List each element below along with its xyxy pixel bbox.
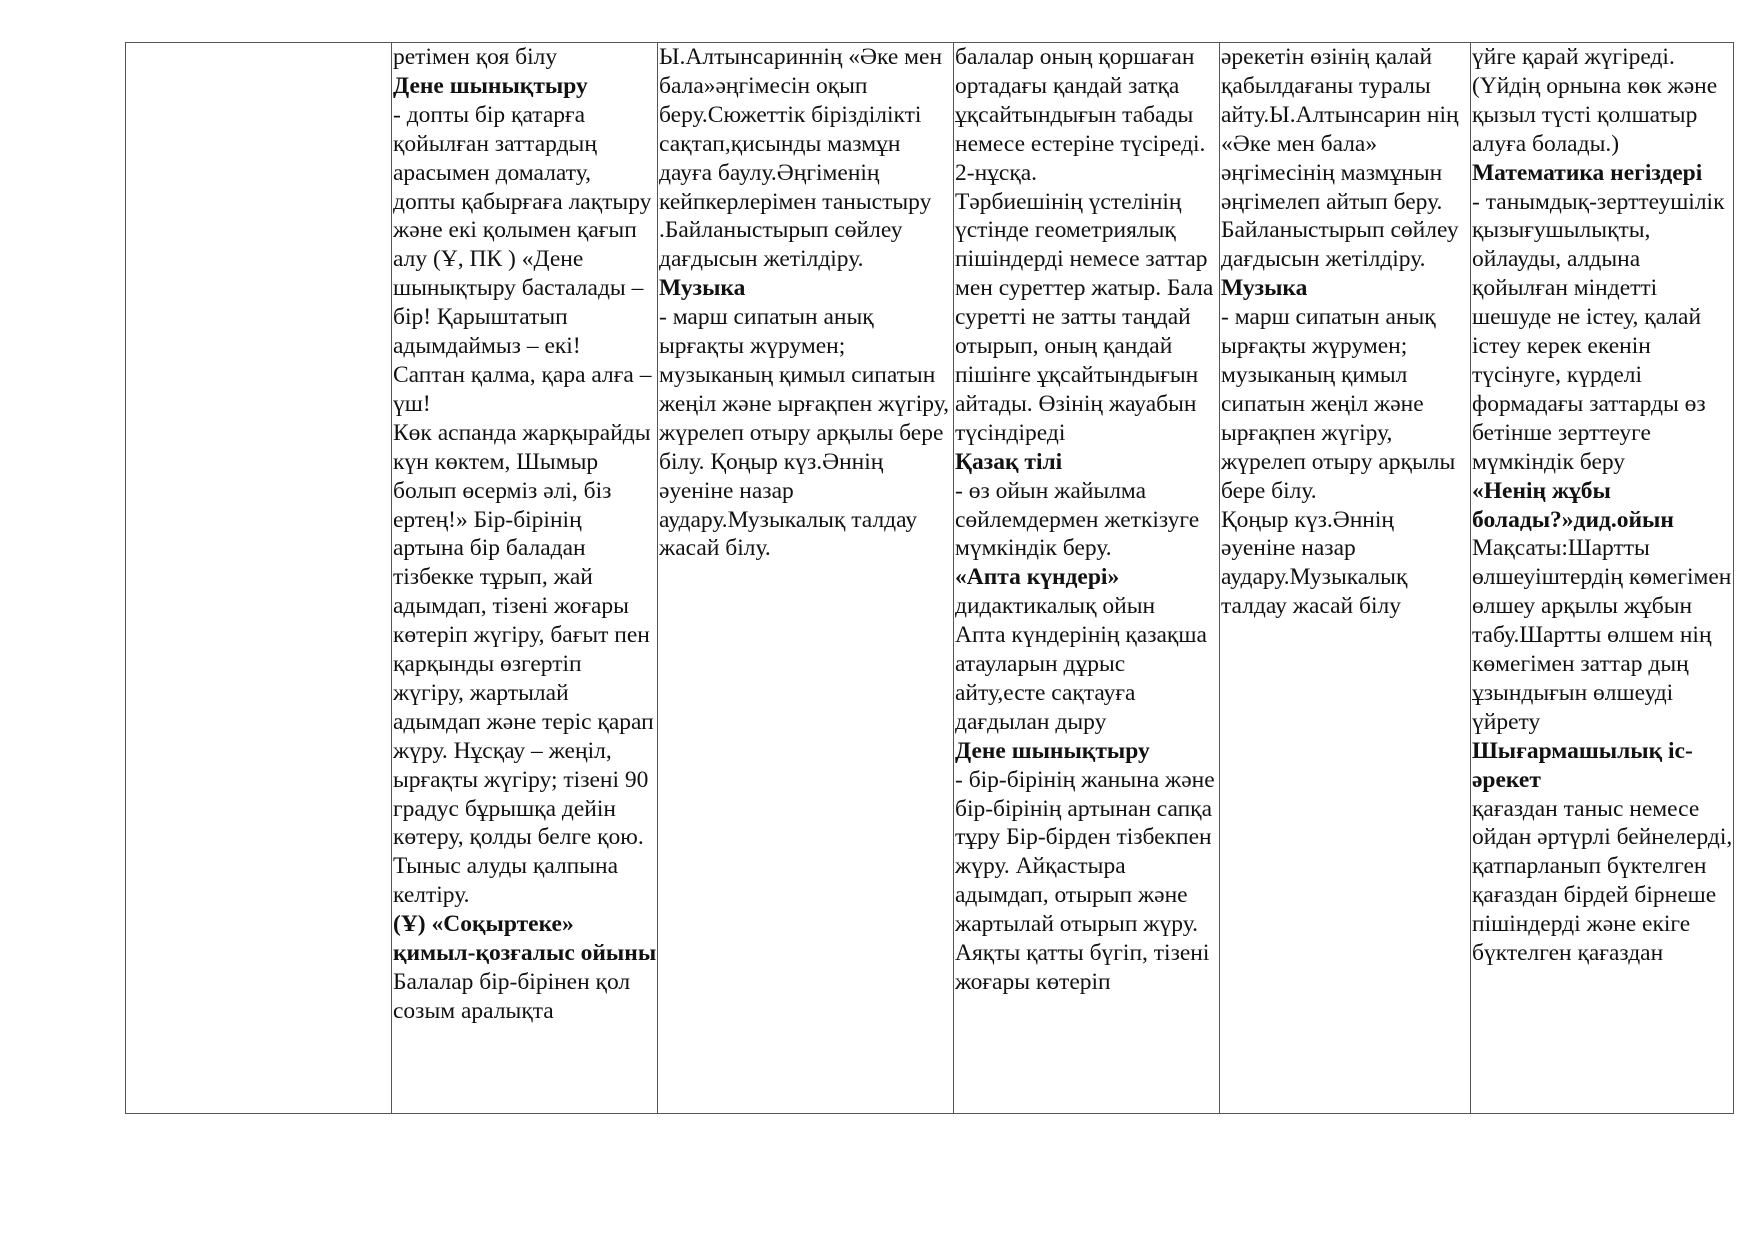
section-text: Ы.Алтынсариннің «Әке мен бала»әңгімесін оқып беру.Сюжеттік бірізділікті сақтап,қисынды мазмұн дауға баулу.Әңгіменің кейпкерлерімен таныстыру .Байланыстырып сөйлеу дағдысын жетілдіру. (659, 44, 943, 273)
wednesday-cell-text (954, 43, 1219, 997)
section-heading: (Ұ) «Соқыртеке» қимыл-қозғалыс ойыны (393, 911, 657, 967)
section-heading: «Ненің жұбы болады?»дид.ойын (1472, 477, 1674, 533)
section-heading: Музыка (1221, 275, 1308, 302)
friday-cell (1471, 43, 1734, 1114)
section-heading: Шығармашылық іс-әрекет (1472, 737, 1693, 793)
wednesday-cell (954, 43, 1220, 1114)
monday-cell-text (392, 43, 657, 1026)
friday-cell-text (1471, 43, 1733, 968)
section-text: әрекетін өзінің қалай қабылдағаны туралы айту.Ы.Алтынсарин нің «Әке мен бала» әңгімесінің мазмұнын әңгімелеп айтып беру. Байланыстырып сөйлеу дағдысын жетілдіру. (1221, 44, 1459, 273)
section-text: үйге қарай жүгіреді. (Үйдің орнына көк және қызыл түсті қолшатыр алуға болады.) (1472, 44, 1718, 157)
section-text: қағаздан таныс немесе ойдан әртүрлі бейнелерді, қатпарланып бүктелген қағаздан бірдей бірнеше пішіндерді және екіге бүктелген қағаздан (1472, 795, 1733, 967)
section-text: Балалар бір-бірінен қол созым аралықта (393, 969, 631, 1024)
thursday-cell-text (1220, 43, 1470, 621)
lesson-plan-table (125, 42, 1734, 1114)
section-text: Мақсаты:Шартты өлшеуіштердің көмегімен өлшеу арқылы жұбын табу.Шартты өлшем нің көмегімен заттар дың ұзындығын өлшеуді үйрету (1472, 535, 1732, 735)
thursday-cell (1220, 43, 1471, 1114)
tuesday-cell (658, 43, 954, 1114)
section-text: дидактикалық ойын Апта күндерінің қазақша атауларын дұрыс айту,есте сақтауға дағдылан дыру (955, 593, 1207, 735)
section-text: - танымдық-зерттеушілік қызығушылықты, ойлауды, алдына қойылған міндетті шешуде не істеу, қалай істеу керек екенін түсінуге, күрделі формадағы заттарды өз бетінше зерттеуге мүмкіндік беру (1472, 188, 1725, 475)
section-heading: «Апта күндері» (955, 564, 1120, 591)
section-text: - өз ойын жайылма сөйлемдермен жеткізуге мүмкіндік беру. (955, 477, 1200, 562)
section-text: - марш сипатын анық ырғақты жүрумен; музыканың қимыл сипатын жеңіл және ырғақпен жүгіру, жүрелеп отыру арқылы бере білу. Қоңыр күз.Әннің әуеніне назар аудару.Музыкалық талдау жасай білу (1221, 304, 1456, 620)
tuesday-cell-text (658, 43, 953, 563)
section-heading: Дене шынықтыру (393, 72, 588, 99)
monday-cell (392, 43, 658, 1114)
section-text: - допты бір қатарға қойылған заттардың арасымен домалату, допты қабырғаға лақтыру және екі қолымен қағып алу (Ұ, ПК ) «Дене шынықтыру басталады – бір! Қарыштатып адымдаймыз – екі! Саптан қалма, қара алға – үш! Көк аспанда жарқырайды күн көктем, Шымыр болып өсерміз әлі, біз ертең!» Бір-бірінің артына бір баладан тізбекке тұрып, жай адымдап, тізені жоғары көтеріп жүгіру, бағыт пен қарқынды өзгертіп жүгіру, жартылай адымдап және теріс қарап жүру. Нұсқау – жеңіл, ырғақты жүгіру; тізені 90 градус бұрышқа дейін көтеру, қолды белге қою. Тыныс алуды қалпына келтіру. (393, 101, 654, 909)
section-text: - бір-бірінің жанына және бір-бірінің артынан сапқа тұру Бір-бірден тізбекпен жүру. Айқастыра адымдап, отырып және жартылай отырып жүру. Аяқты қатты бүгіп, тізені жоғары көтеріп (955, 766, 1215, 995)
section-text: - марш сипатын анық ырғақты жүрумен; музыканың қимыл сипатын жеңіл және ырғақпен жүгіру, жүрелеп отыру арқылы бере білу. Қоңыр күз.Әннің әуеніне назар аудару.Музыкалық талдау жасай білу. (659, 304, 949, 562)
section-text: балалар оның қоршаған ортадағы қандай затқа ұқсайтындығын табады немесе естеріне түсіреді. 2-нұсқа. Тәрбиешінің үстелінің үстінде геометриялық пішіндерді немесе заттар мен суреттер жатыр. Бала суретті не затты таңдай отырып, оның қандай пішінге ұқсайтындығын айтады. Өзінің жауабын түсіндіреді (955, 44, 1214, 446)
section-heading: Музыка (659, 275, 746, 302)
section-heading: Математика негіздері (1472, 159, 1703, 186)
section-heading: Қазақ тілі (955, 448, 1063, 475)
section-text: ретімен қоя білу (393, 44, 558, 70)
table-row (126, 43, 1734, 1114)
row-label-cell (126, 43, 392, 1114)
section-heading: Дене шынықтыру (955, 737, 1150, 764)
